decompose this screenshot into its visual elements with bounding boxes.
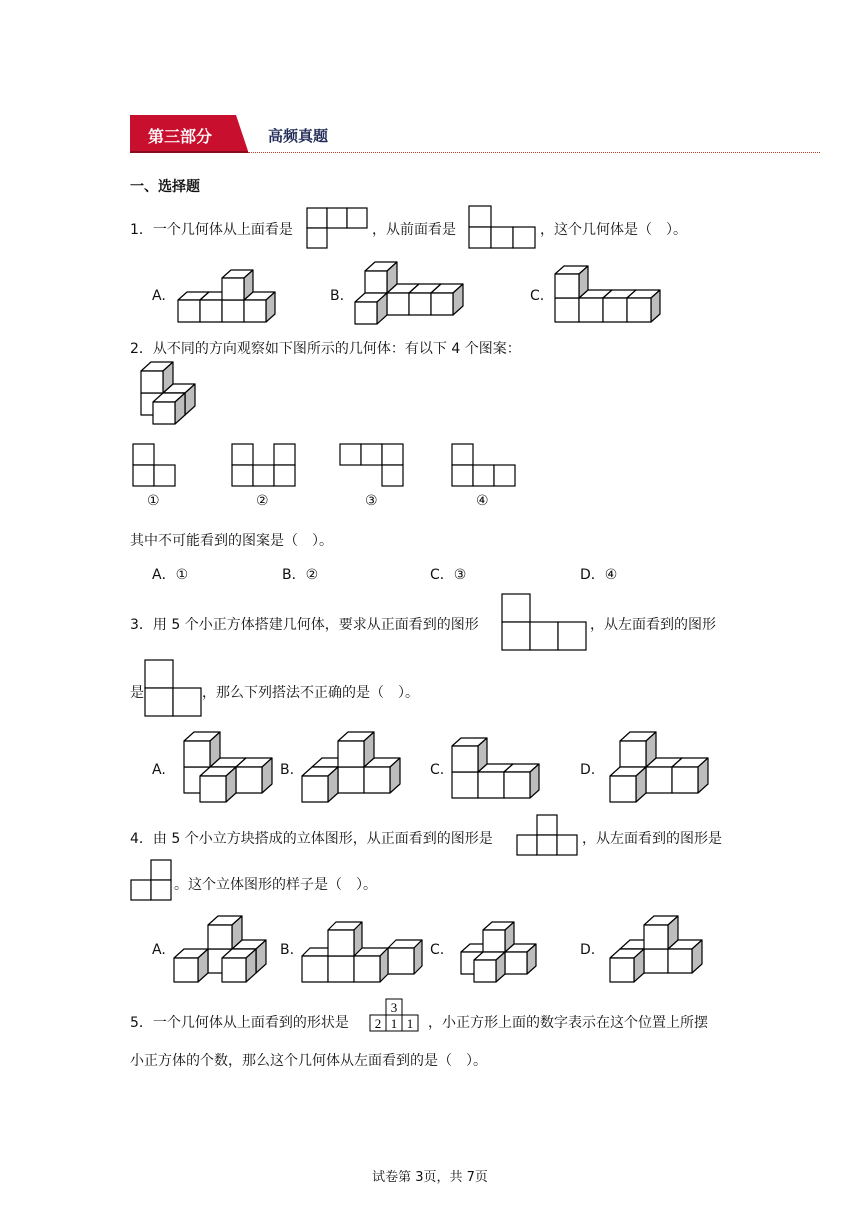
- q4-front-view-figure: [517, 815, 581, 857]
- cube: [141, 362, 173, 393]
- q4-text-after: ，从左面看到的图形是: [582, 831, 722, 847]
- section-badge-label: 第三部分: [148, 127, 213, 146]
- cube: [620, 732, 656, 767]
- q2-text-2: 其中不可能看到的图案是（ ）。: [130, 533, 333, 549]
- q4-option-a-label[interactable]: A.: [152, 942, 166, 958]
- q2-pattern-1-label: ①: [147, 493, 160, 509]
- q2-pattern-1: [133, 444, 177, 488]
- section-heading: 一、选择题: [130, 179, 200, 195]
- cube: [474, 952, 505, 982]
- q4-option-c-label[interactable]: C.: [430, 942, 445, 958]
- q4-left-view-figure: [131, 860, 175, 902]
- cube: [388, 940, 422, 974]
- q3-line2-before: 是: [130, 685, 144, 701]
- q2-pattern-4-label: ④: [476, 493, 489, 509]
- cube: [483, 922, 514, 952]
- q3-text-after: ，从左面看到的图形: [590, 617, 716, 633]
- q4-option-b-label[interactable]: B.: [280, 942, 295, 958]
- q3-option-c-cubes[interactable]: [452, 736, 552, 802]
- q1-text-mid: ，从前面看是: [372, 222, 456, 238]
- section-divider: [248, 152, 820, 153]
- q5-text-before: 5．一个几何体从上面看到的形状是: [130, 1015, 349, 1031]
- q2-pattern-3: [340, 444, 406, 488]
- q4-option-b-cubes[interactable]: [302, 910, 414, 986]
- q4-option-c-cubes[interactable]: [452, 910, 542, 986]
- q2-option-d[interactable]: D．④: [580, 567, 618, 583]
- cube: [153, 393, 185, 424]
- cube: [222, 949, 256, 982]
- cube: [672, 758, 708, 793]
- cube: [338, 732, 374, 767]
- q1-top-view-figure: [307, 208, 371, 248]
- q5-number-2: 2: [374, 1016, 382, 1031]
- q1-text-after: ，这个几何体是（ ）。: [540, 222, 687, 238]
- q5-top-view-numbered-figure: [368, 998, 428, 1034]
- cube: [610, 949, 644, 982]
- q4-option-a-cubes[interactable]: [174, 910, 274, 986]
- q5-number-3: 1: [390, 1016, 398, 1031]
- q1-option-a-label[interactable]: A.: [152, 288, 166, 304]
- q5-number-1: 3: [390, 1000, 398, 1015]
- cube: [431, 284, 463, 315]
- cube: [328, 922, 362, 956]
- q2-solid-figure: [131, 366, 211, 428]
- cube: [174, 949, 208, 982]
- cube: [610, 767, 646, 802]
- q5-line-2: 小正方体的个数，那么这个几何体从左面看到的是（ ）。: [130, 1053, 487, 1069]
- cube: [208, 916, 242, 949]
- q3-option-b-cubes[interactable]: [302, 730, 402, 806]
- cube: [200, 767, 236, 802]
- q3-front-view-figure: [502, 594, 590, 652]
- q1-option-b-label[interactable]: B.: [330, 288, 345, 304]
- q2-pattern-2: [232, 444, 298, 488]
- q1-front-view-figure: [469, 206, 539, 248]
- cube: [236, 758, 272, 793]
- q1-text-before: 1．一个几何体从上面看是: [130, 222, 293, 238]
- q2-pattern-2-label: ②: [256, 493, 269, 509]
- q2-option-b[interactable]: B．②: [282, 567, 319, 583]
- q2-pattern-4: [452, 444, 518, 488]
- cube: [184, 732, 220, 767]
- q3-option-d-cubes[interactable]: [602, 730, 698, 806]
- page-footer: 试卷第 3页，共 7页: [372, 1170, 488, 1185]
- q5-text-after: ，小正方形上面的数字表示在这个位置上所摆: [428, 1015, 708, 1031]
- cube: [555, 266, 588, 298]
- q3-left-view-figure: [145, 660, 205, 718]
- cube: [627, 290, 660, 322]
- cube: [302, 767, 338, 802]
- section-title: 高频真题: [268, 127, 329, 145]
- cube: [355, 293, 387, 324]
- q2-option-a[interactable]: A．①: [152, 567, 189, 583]
- cube: [365, 262, 397, 293]
- q4-line2-after: 。这个立体图形的样子是（ ）。: [174, 877, 377, 893]
- q5-number-4: 1: [406, 1016, 414, 1031]
- q3-line2-after: ，那么下列搭法不正确的是（ ）。: [202, 685, 419, 701]
- q3-option-c-label[interactable]: C.: [430, 762, 445, 778]
- q3-option-a-label[interactable]: A.: [152, 762, 166, 778]
- q2-pattern-3-label: ③: [365, 493, 378, 509]
- q1-option-c-cubes[interactable]: [555, 266, 665, 326]
- cube: [364, 758, 400, 793]
- q4-text-before: 4．由 5 个小立方块搭成的立体图形，从正面看到的图形是: [130, 831, 493, 847]
- q1-option-a-cubes[interactable]: [176, 266, 276, 326]
- cube: [222, 270, 253, 300]
- cube: [354, 948, 388, 982]
- q4-option-d-label[interactable]: D.: [580, 942, 596, 958]
- cube: [504, 764, 539, 798]
- q1-option-c-label[interactable]: C.: [530, 288, 545, 304]
- q2-text: 2．从不同的方向观察如下图所示的几何体：有以下 4 个图案：: [130, 341, 521, 357]
- cube: [452, 738, 487, 772]
- cube: [644, 916, 678, 949]
- q3-option-b-label[interactable]: B.: [280, 762, 295, 778]
- q3-option-a-cubes[interactable]: [174, 730, 266, 806]
- q3-text-before: 3．用 5 个小正方体搭建几何体，要求从正面看到的图形: [130, 617, 479, 633]
- q1-option-b-cubes[interactable]: [355, 264, 455, 326]
- q2-option-c[interactable]: C．③: [430, 567, 467, 583]
- q3-option-d-label[interactable]: D.: [580, 762, 596, 778]
- q4-option-d-cubes[interactable]: [602, 910, 694, 986]
